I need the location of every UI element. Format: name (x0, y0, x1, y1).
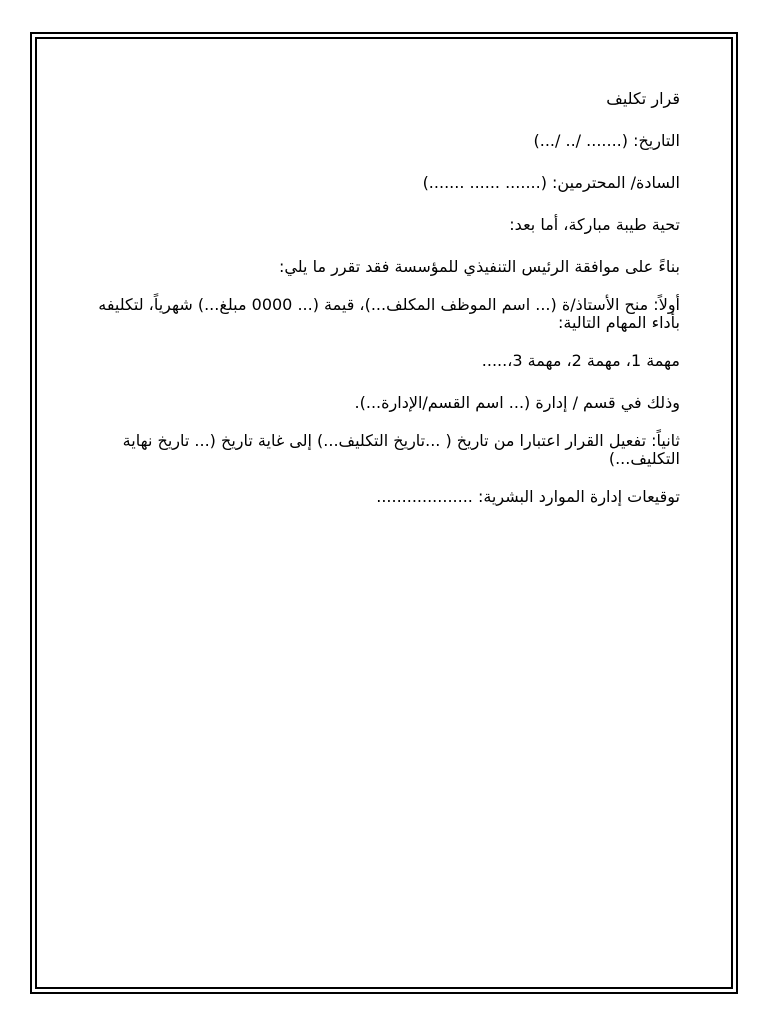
intro-line: بناءً على موافقة الرئيس التنفيذي للمؤسسة فقد تقرر ما يلي: (279, 257, 680, 276)
second-item: ثانياً: تفعيل القرار اعتبارا من تاريخ ( ...تاريخ التكليف...) إلى غاية تاريخ (... تاريخ نهاية التكليف...) (122, 431, 680, 468)
document-body (98, 90, 680, 530)
department-line: وذلك في قسم / إدارة (... اسم القسم/الإدارة...). (354, 393, 680, 412)
signature-line: توقيعات إدارة الموارد البشرية: ................... (376, 487, 680, 506)
greeting-line: تحية طيبة مباركة، أما بعد: (509, 215, 680, 234)
tasks-line: مهمة 1، مهمة 2، مهمة 3،..... (481, 351, 680, 370)
first-item: أولاً: منح الأستاذ/ة (... اسم الموظف المكلف...)، قيمة (... 0000 مبلغ...) شهرياً، لتكليفه بأداء المهام التالية: (98, 295, 680, 332)
document-title: قرار تكليف (606, 89, 680, 108)
recipient-line: السادة/ المحترمين: (....... ...... .......) (422, 173, 680, 192)
date-line: التاريخ: (....... /.. /...) (533, 131, 680, 150)
document-page (30, 32, 738, 994)
